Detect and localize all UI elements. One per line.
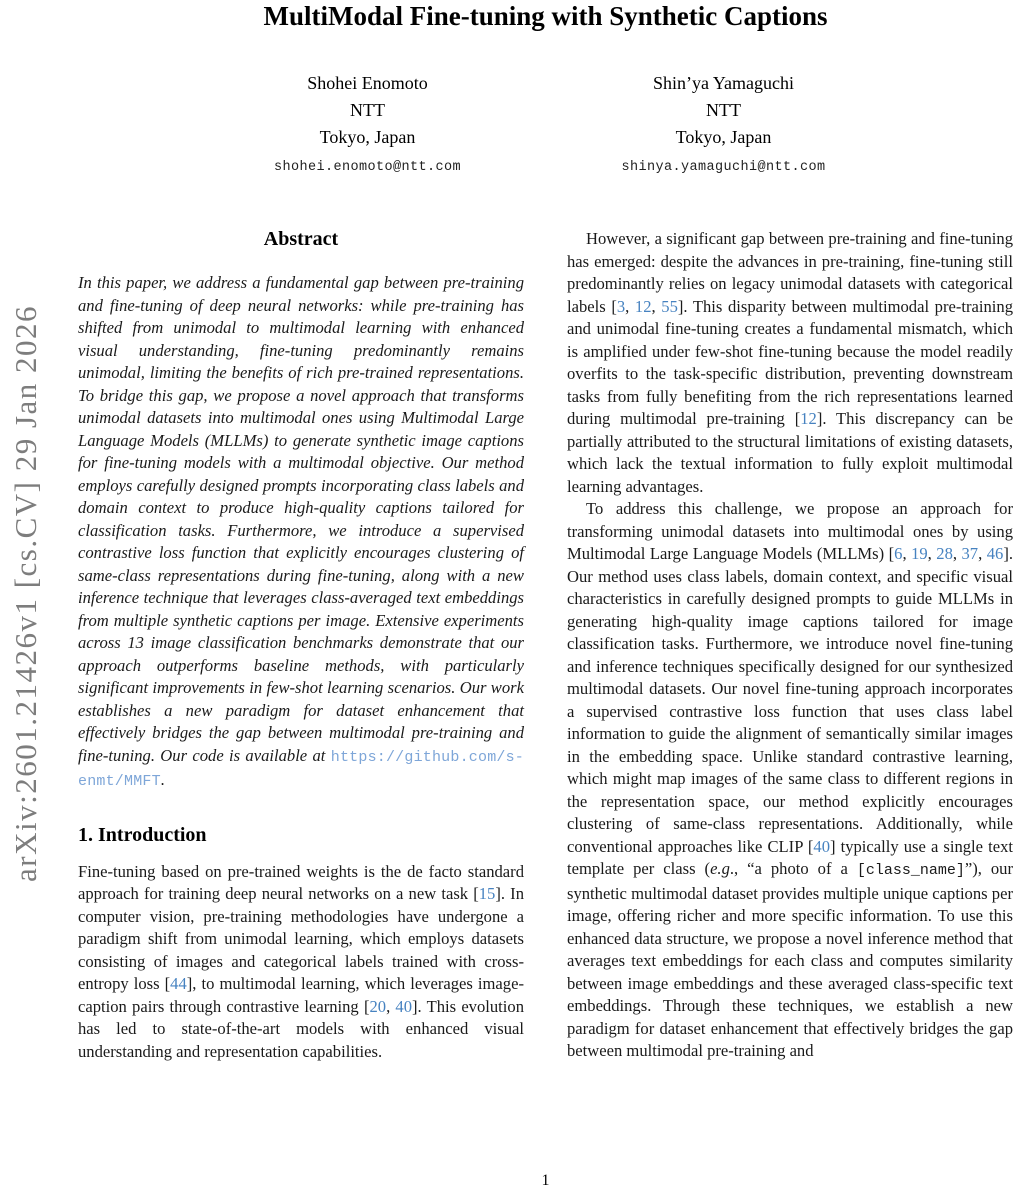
author-2-name: Shin’ya Yamaguchi	[653, 73, 794, 93]
author-1-name: Shohei Enomoto	[307, 73, 428, 93]
body-text: ,	[952, 544, 962, 563]
body-text: ]. In computer vision, pre-training methodologies have undergone a paradigm shift from unimodal learning, which employs datasets consisting of images and categorical labels trained with cross-entropy loss [	[78, 884, 524, 993]
section-heading-introduction: 1. Introduction	[78, 823, 207, 846]
body-text: ], to multimodal learning, which leverages image-caption pairs through contrastive learning [	[78, 974, 524, 1016]
citation-link[interactable]: 20	[369, 996, 387, 1016]
body-text: ,	[927, 544, 937, 563]
author-1-email: shohei.enomoto@ntt.com	[273, 160, 462, 175]
body-text: .	[160, 770, 165, 789]
body-text: ]. This discrepancy can be partially attributed to the structural limitations of existing datasets, which lack the textual information to fully exploit multimodal learning advantages.	[567, 409, 1013, 496]
introduction-paragraph	[78, 861, 524, 1064]
citation-link[interactable]: 6	[894, 544, 903, 563]
author-2-location: Tokyo, Japan	[675, 127, 772, 147]
author-1	[233, 70, 503, 181]
citation-link[interactable]: 28	[936, 544, 953, 563]
two-column-body	[78, 228, 1013, 1063]
author-2	[589, 70, 859, 181]
citation-link[interactable]: 12	[634, 296, 652, 316]
body-text: ]. This disparity between multimodal pre-training and unimodal fine-tuning creates a fundamental mismatch, which is amplified under few-shot fine-tuning because the model readily overfits to the task-specific distribution, preventing downstream tasks from fully benefiting from the rich representations learned during multimodal pre-training [	[567, 296, 1014, 428]
body-text: ,	[978, 544, 987, 563]
emphasized-text: e.g	[710, 859, 730, 878]
author-2-affiliation: NTT	[706, 100, 741, 120]
body-text: ,	[386, 996, 396, 1016]
body-text: ]. Our method uses class labels, domain context, and specific visual characteristics in carefully designed prompts to guide MLLMs in generating high-quality image captions tailored for image classification tasks. Furthermore, we introduce novel fine-tuning and inference techniques specifically designed for our synthesized multimodal datasets. Our novel fine-tuning approach incorporates a supervised contrastive loss function that uses class label information to guide the alignment of semantically similar images in the embedding space. Unlike standard contrastive learning, which might map images of the same class to different regions in the representation space, our method explicitly encourages clustering of same-class representations. Additionally, while conventional approaches like CLIP [	[567, 544, 1013, 856]
page-number: 1	[541, 1172, 550, 1189]
citation-link[interactable]: 40	[395, 996, 413, 1016]
code-repository-link[interactable]: https://github.com/s-enmt/MMFT	[78, 748, 524, 790]
body-text: In this paper, we address a fundamental gap between pre-training and fine-tuning of deep neural networks: while pre-training has shifted from unimodal to multimodal learning with enhanced visual understanding, fine-tuning predominantly remains unimodal, limiting the benefits of rich pre-trained representations. To bridge this gap, we propose a novel approach that transforms unimodal datasets into multimodal ones using Multimodal Large Language Models (MLLMs) to generate synthetic image captions for fine-tuning models with a multimodal objective. Our method employs carefully designed prompts incorporating class labels and domain context to produce high-quality captions tailored for classification tasks. Furthermore, we introduce a supervised contrastive loss function that explicitly encourages clustering of same-class representations during fine-tuning, along with a new inference technique that leverages class-averaged text embeddings from multiple synthetic captions per image. Extensive experiments across 13 image classification benchmarks demonstrate that our approach outperforms baseline methods, with particularly significant improvements in few-shot learning scenarios. Our work establishes a new paradigm for dataset enhancement that effectively bridges the gap between multimodal pre-training and fine-tuning. Our code is available at	[78, 273, 524, 765]
body-text: ”), our synthetic multimodal dataset provides multiple unique captions per image, offering richer and more specific information. To use this enhanced data structure, we propose a novel inference method that averages text embeddings for each class and computes similarity between image embeddings and these averaged class-specific text embeddings. Through these techniques, we establish a new paradigm for dataset enhancement that effectively bridges the gap between multimodal pre-training and	[567, 859, 1014, 1060]
body-text: ,	[651, 296, 662, 316]
body-text: ]. This evolution has led to state-of-the-art models with enhanced visual understanding and representation capabilities.	[78, 996, 524, 1061]
body-text: ., “a photo of a	[729, 859, 857, 878]
citation-link[interactable]: 40	[813, 836, 830, 856]
body-text: ] typically use a single text template per class (	[567, 836, 1013, 878]
right-column-paragraph-2	[567, 498, 1013, 1063]
citation-link[interactable]: 19	[911, 544, 928, 563]
inline-code: [class_name]	[856, 862, 965, 879]
abstract-heading: Abstract	[263, 228, 339, 250]
body-text: ,	[625, 296, 635, 316]
authors-block	[78, 70, 1013, 181]
abstract-paragraph	[78, 272, 524, 794]
author-1-affiliation: NTT	[350, 100, 385, 120]
right-column	[567, 228, 1013, 1063]
citation-link[interactable]: 3	[616, 296, 626, 316]
paper-title: MultiModal Fine-tuning with Synthetic Captions	[263, 1, 828, 31]
citation-link[interactable]: 15	[478, 884, 496, 903]
author-1-location: Tokyo, Japan	[319, 127, 416, 147]
body-text: To address this challenge, we propose an approach for transforming unimodal datasets into multimodal ones by using Multimodal Large Language Models (MLLMs) [	[567, 499, 1013, 563]
body-text: Fine-tuning based on pre-trained weights is the de facto standard approach for training deep neural networks on a new task [	[78, 861, 524, 903]
author-2-email: shinya.yamaguchi@ntt.com	[621, 160, 826, 175]
citation-link[interactable]: 44	[170, 974, 187, 993]
citation-link[interactable]: 12	[800, 409, 817, 428]
left-column	[78, 228, 524, 1063]
right-column-paragraph-1	[567, 228, 1013, 498]
arxiv-watermark: arXiv:2601.21426v1 [cs.CV] 29 Jan 2026	[8, 304, 43, 882]
citation-link[interactable]: 46	[986, 544, 1004, 563]
citation-link[interactable]: 55	[661, 296, 678, 316]
citation-link[interactable]: 37	[961, 544, 979, 563]
body-text: ,	[902, 544, 912, 563]
body-text: However, a significant gap between pre-training and fine-tuning has emerged: despite the advances in pre-training, fine-tuning still predominantly relies on legacy unimodal datasets with categorical labels [	[567, 229, 1013, 316]
